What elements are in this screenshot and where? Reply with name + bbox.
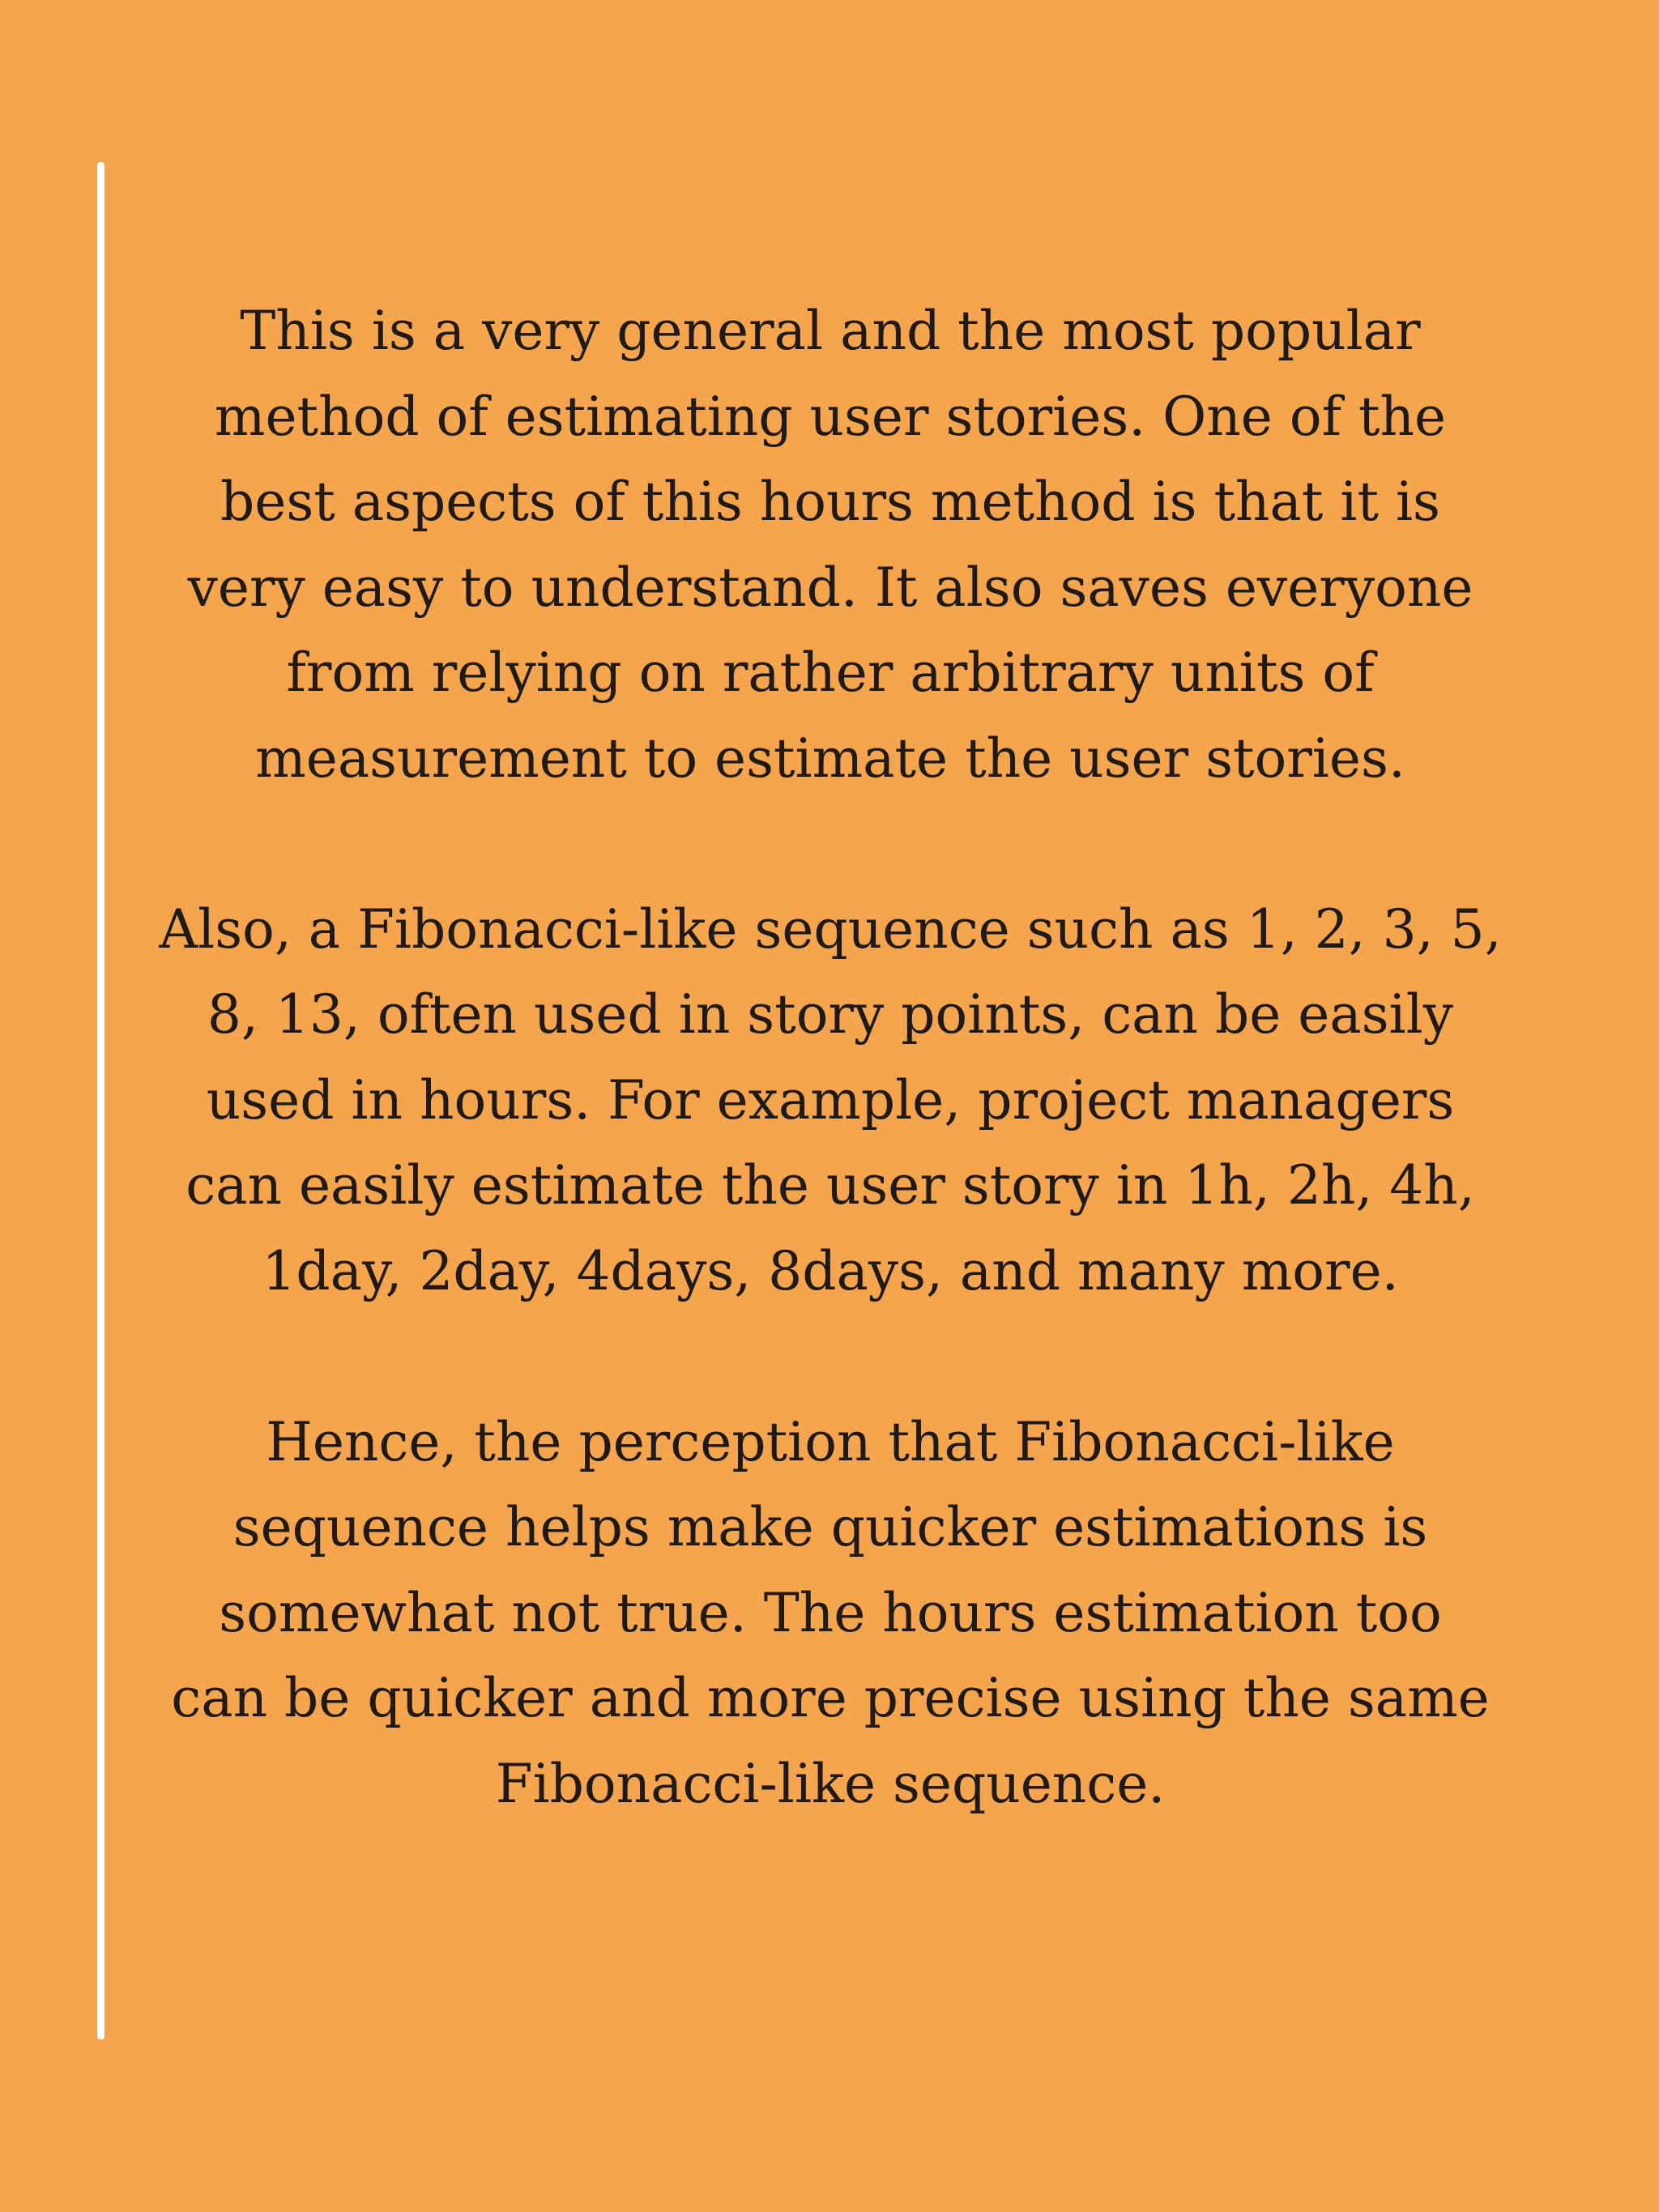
text-line: method of estimating user stories. One of the: [214, 385, 1447, 448]
text-line: measurement to estimate the user stories.: [255, 727, 1405, 790]
text-line: 1day, 2day, 4days, 8days, and many more.: [262, 1239, 1399, 1302]
paragraph-2: [154, 887, 1507, 1315]
text-line: This is a very general and the most popular: [240, 300, 1421, 362]
text-line: can easily estimate the user story in 1h, 2h, 4h,: [186, 1154, 1475, 1217]
text-line: 8, 13, often used in story points, can be easily: [207, 983, 1454, 1046]
body-text: [154, 288, 1507, 1826]
text-line: very easy to understand. It also saves everyone: [187, 556, 1473, 619]
text-line: somewhat not true. The hours estimation too: [219, 1581, 1442, 1644]
vertical-accent-line: [97, 162, 104, 2039]
text-line: used in hours. For example, project managers: [206, 1068, 1455, 1132]
text-line: from relying on rather arbitrary units of: [286, 641, 1375, 704]
paragraph-1: [154, 288, 1507, 801]
paragraph-3: [154, 1400, 1507, 1827]
text-line: sequence helps make quicker estimations is: [232, 1496, 1428, 1558]
text-line: can be quicker and more precise using the same: [171, 1667, 1490, 1729]
text-line: Also, a Fibonacci-like sequence such as 1, 2, 3, 5,: [159, 897, 1502, 961]
text-line: Hence, the perception that Fibonacci-like: [266, 1410, 1395, 1473]
text-line: Fibonacci-like sequence.: [495, 1752, 1166, 1815]
text-line: best aspects of this hours method is that it is: [220, 471, 1440, 533]
